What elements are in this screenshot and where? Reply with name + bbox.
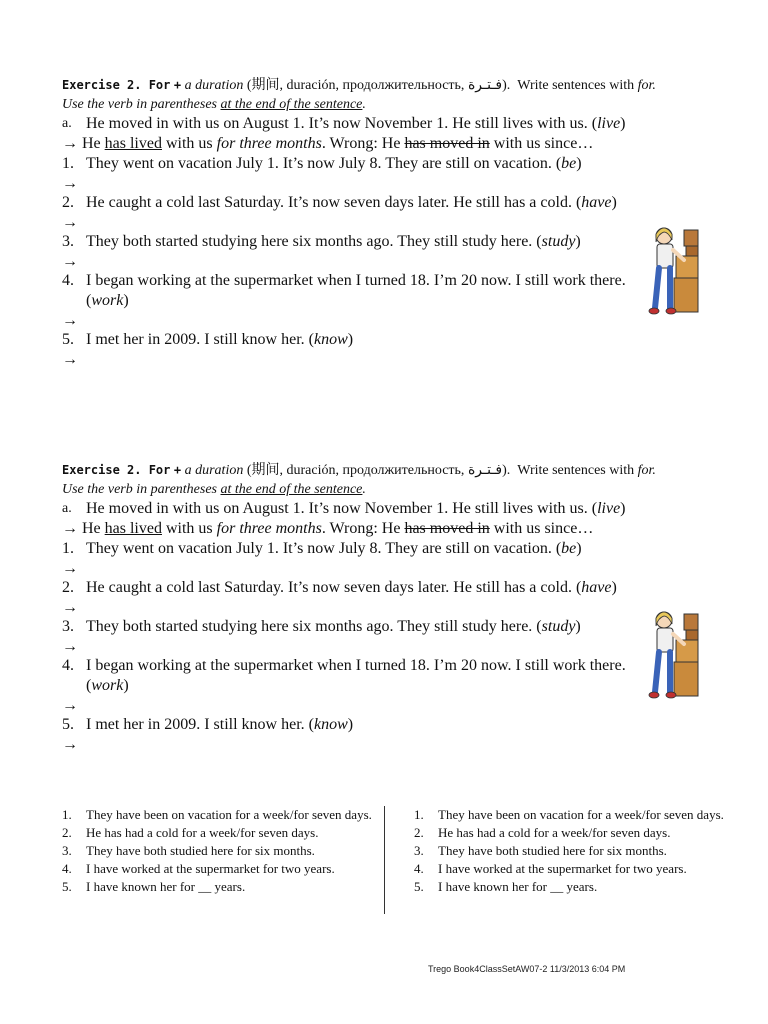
- answer-arrow: →: [62, 312, 78, 329]
- translations: (期间, duración, продолжительность, فـتـرة).: [246, 463, 511, 478]
- answer-key-item: 1. They have been on vacation for a week/for seven days.: [414, 807, 724, 822]
- answer-key-item: 2. He has had a cold for a week/for seven days.: [62, 825, 319, 840]
- answer-key-item: 2. He has had a cold for a week/for seven days.: [414, 825, 671, 840]
- exercise-heading: Exercise 2. For + a duration (期间, duración, продолжительность, فـتـرة). Write sentences with for.: [62, 78, 656, 93]
- answer-arrow: →: [62, 175, 78, 192]
- page-footer: Trego Book4ClassSetAW07-2 11/3/2013 6:04 PM: [428, 964, 626, 974]
- person-with-boxes-illustration: [648, 604, 700, 700]
- answer-key-item: 5. I have known her for __ years.: [62, 879, 246, 894]
- exercise-block-bottom: [62, 461, 712, 754]
- exercise-instruction: Use the verb in parentheses at the end of the sentence.: [62, 97, 366, 112]
- answer-arrow: →: [62, 599, 78, 616]
- exercise-label: Exercise 2. For: [62, 463, 171, 477]
- answer-key-item: 5. I have known her for __ years.: [414, 879, 598, 894]
- answer-arrow: →: [62, 214, 78, 231]
- answer-arrow: →: [62, 253, 78, 270]
- exercise-heading: Exercise 2. For + a duration (期间, duración, продолжительность, فـتـرة). Write sentences with for.: [62, 463, 656, 478]
- exercise-label: Exercise 2. For: [62, 78, 171, 92]
- question-item: 4. I began working at the supermarket when I turned 18. I’m 20 now. I still work there. (work): [62, 272, 626, 309]
- answer-key-item: 3. They have both studied here for six months.: [62, 843, 315, 858]
- answer-key-right: [414, 806, 734, 896]
- question-item: 5. I met her in 2009. I still know her. (know): [62, 331, 354, 348]
- answer-arrow: →: [62, 697, 78, 714]
- model-answer-line: → He has lived with us for three months. Wrong: He has moved in with us since…: [62, 135, 594, 152]
- question-item: 5. I met her in 2009. I still know her. (know): [62, 716, 354, 733]
- exercise-block-top: [62, 76, 712, 369]
- answer-key-item: 4. I have worked at the supermarket for two years.: [414, 861, 687, 876]
- person-with-boxes-illustration: [648, 220, 700, 316]
- answer-arrow: →: [62, 736, 78, 753]
- question-item: 2. He caught a cold last Saturday. It’s now seven days later. He still has a cold. (have): [62, 194, 617, 211]
- example-line: a. He moved in with us on August 1. It’s now November 1. He still lives with us. (live): [62, 115, 626, 132]
- question-item: 4. I began working at the supermarket when I turned 18. I’m 20 now. I still work there. (work): [62, 657, 626, 694]
- answer-key-item: 4. I have worked at the supermarket for two years.: [62, 861, 335, 876]
- answer-arrow: →: [62, 560, 78, 577]
- question-item: 3. They both started studying here six months ago. They still study here. (study): [62, 233, 581, 250]
- model-answer-line: → He has lived with us for three months. Wrong: He has moved in with us since…: [62, 520, 594, 537]
- example-line: a. He moved in with us on August 1. It’s now November 1. He still lives with us. (live): [62, 500, 626, 517]
- answer-key-item: 1. They have been on vacation for a week/for seven days.: [62, 807, 372, 822]
- question-item: 2. He caught a cold last Saturday. It’s now seven days later. He still has a cold. (have): [62, 579, 617, 596]
- answer-key-item: 3. They have both studied here for six months.: [414, 843, 667, 858]
- answer-arrow: →: [62, 638, 78, 655]
- answer-arrow: →: [62, 351, 78, 368]
- column-divider: [384, 806, 385, 914]
- exercise-instruction: Use the verb in parentheses at the end of the sentence.: [62, 482, 366, 497]
- question-item: 1. They went on vacation July 1. It’s now July 8. They are still on vacation. (be): [62, 540, 582, 557]
- translations: (期间, duración, продолжительность, فـتـرة).: [246, 78, 511, 93]
- answer-key-left: [62, 806, 382, 896]
- question-item: 1. They went on vacation July 1. It’s now July 8. They are still on vacation. (be): [62, 155, 582, 172]
- question-item: 3. They both started studying here six months ago. They still study here. (study): [62, 618, 581, 635]
